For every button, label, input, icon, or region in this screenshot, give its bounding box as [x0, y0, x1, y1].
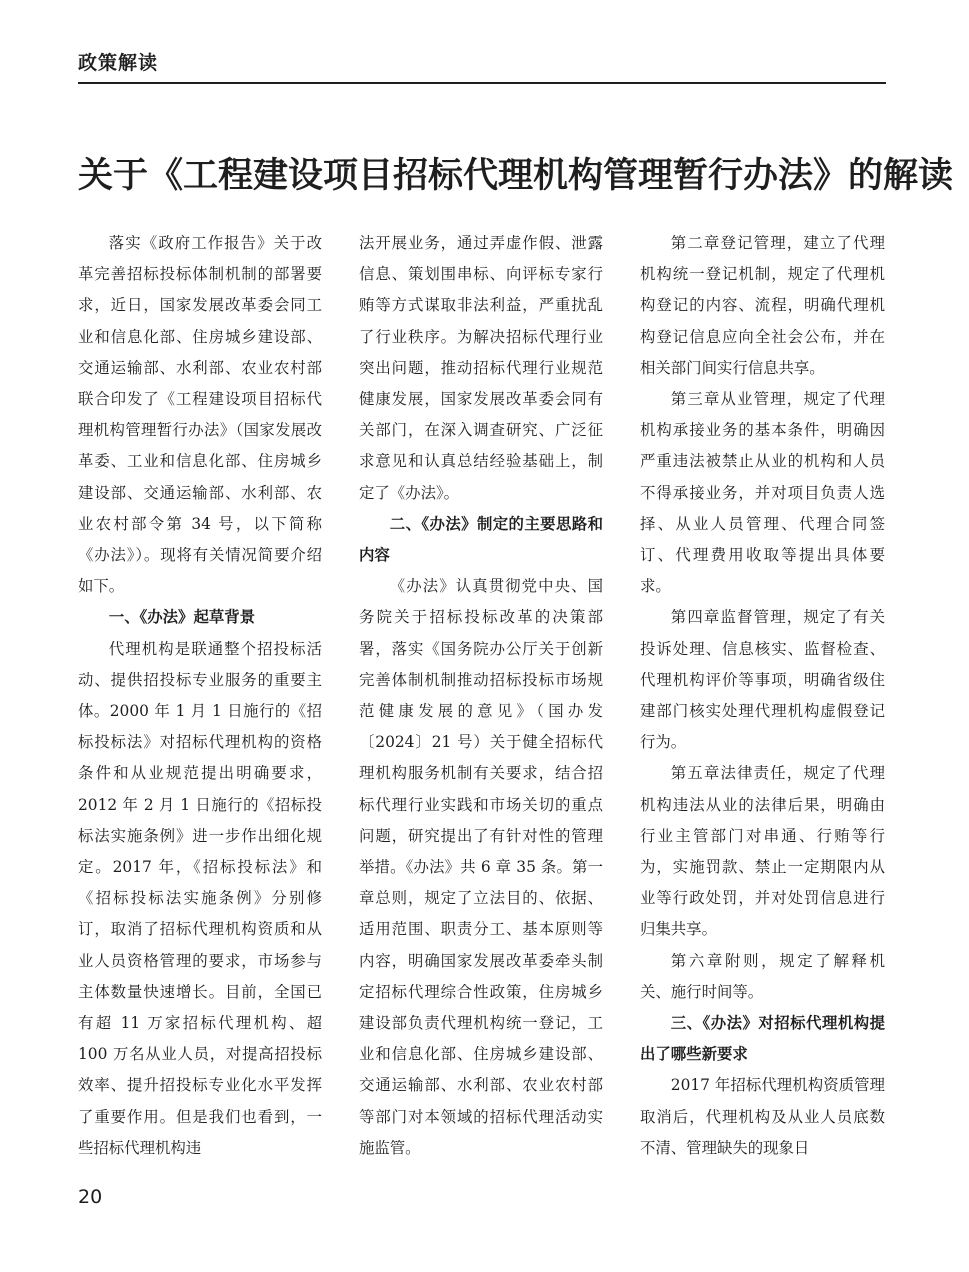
- paragraph: 法开展业务，通过弄虚作假、泄露信息、策划围串标、向评标专家行贿等方式谋取非法利益，严重扰乱了行业秩序。为解决招标代理行业突出问题，推动招标代理行业规范健康发展，国家发展改革委会同有关部门，在深入调查研究、广泛征求意见和认真总结经验基础上，制定了《办法》。: [359, 234, 603, 502]
- paragraph: 落实《政府工作报告》关于改革完善招标投标体制机制的部署要求，近日，国家发展改革委会同工业和信息化部、住房城乡建设部、交通运输部、水利部、农业农村部联合印发了《工程建设项目招标代理机构管理暂行办法》（国家发展改革委、工业和信息化部、住房城乡建设部、交通运输部、水利部、农业农村部令第 34 号，以下简称《办法》）。现将有关情况简要介绍如下。: [78, 234, 322, 596]
- article-title: 关于《工程建设项目招标代理机构管理暂行办法》的解读: [78, 156, 954, 196]
- column-1: [78, 228, 322, 1164]
- paragraph: 第三章从业管理，规定了代理机构承接业务的基本条件，明确因严重违法被禁止从业的机构和人员不得承接业务，并对项目负责人选择、从业人员管理、代理合同签订、代理费用收取等提出具体要求。: [640, 390, 885, 596]
- paragraph: 第二章登记管理，建立了代理机构统一登记机制，规定了代理机构登记的内容、流程，明确代理机构登记信息应向全社会公布，并在相关部门间实行信息共享。: [640, 234, 885, 377]
- paragraph: 第五章法律责任，规定了代理机构违法从业的法律后果，明确由行业主管部门对串通、行贿等行为，实施罚款、禁止一定期限内从业等行政处罚，并对处罚信息进行归集共享。: [640, 764, 885, 939]
- section-heading: 二、《办法》制定的主要思路和内容: [359, 514, 603, 565]
- section-name: 政策解读: [78, 52, 159, 74]
- section-heading: 三、《办法》对招标代理机构提出了哪些新要求: [640, 1014, 885, 1064]
- paragraph: 2017 年招标代理机构资质管理取消后，代理机构及从业人员底数不清、管理缺失的现象日: [640, 1076, 885, 1157]
- paragraph: 第六章附则，规定了解释机关、施行时间等。: [640, 951, 885, 1001]
- page-header: [78, 48, 886, 84]
- paragraph: 代理机构是联通整个招投标活动、提供招投标专业服务的重要主体。2000 年 1 月 1 日施行的《招标投标法》对招标代理机构的资格条件和从业规范提出明确要求，2012 年 2 月 1 日施行的《招标投标法实施条例》进一步作出细化规定。2017 年，《招标投标法》和《招标投标法实施条例》分别修订，取消了招标代理机构资质和从业人员资格管理的要求，市场参与主体数量快速增长。目前，全国已有超 11 万家招标代理机构、超 100 万名从业人员，对提高招投标效率、提升招投标专业化水平发挥了重要作用。但是我们也看到，一些招标代理机构违: [78, 639, 322, 1157]
- paragraph: 《办法》认真贯彻党中央、国务院关于招标投标改革的决策部署，落实《国务院办公厅关于创新完善体制机制推动招标投标市场规范健康发展的意见》（国办发〔2024〕21 号）关于健全招标代理机构服务机制有关要求，结合招标代理行业实践和市场关切的重点问题，研究提出了有针对性的管理举措。《办法》共 6 章 35 条。第一章总则，规定了立法目的、依据、适用范围、职责分工、基本原则等内容，明确国家发展改革委牵头制定招标代理综合性政策，住房城乡建设部负责代理机构统一登记，工业和信息化部、住房城乡建设部、交通运输部、水利部、农业农村部等部门对本领域的招标代理活动实施监管。: [359, 577, 603, 1157]
- page-number: 20: [78, 1186, 103, 1208]
- column-3: [640, 228, 885, 1164]
- section-heading: 一、《办法》起草背景: [108, 608, 256, 627]
- paragraph: 第四章监督管理，规定了有关投诉处理、信息核实、监督检查、代理机构评价等事项，明确省级住建部门核实处理代理机构虚假登记行为。: [640, 608, 885, 752]
- column-2: [359, 228, 603, 1164]
